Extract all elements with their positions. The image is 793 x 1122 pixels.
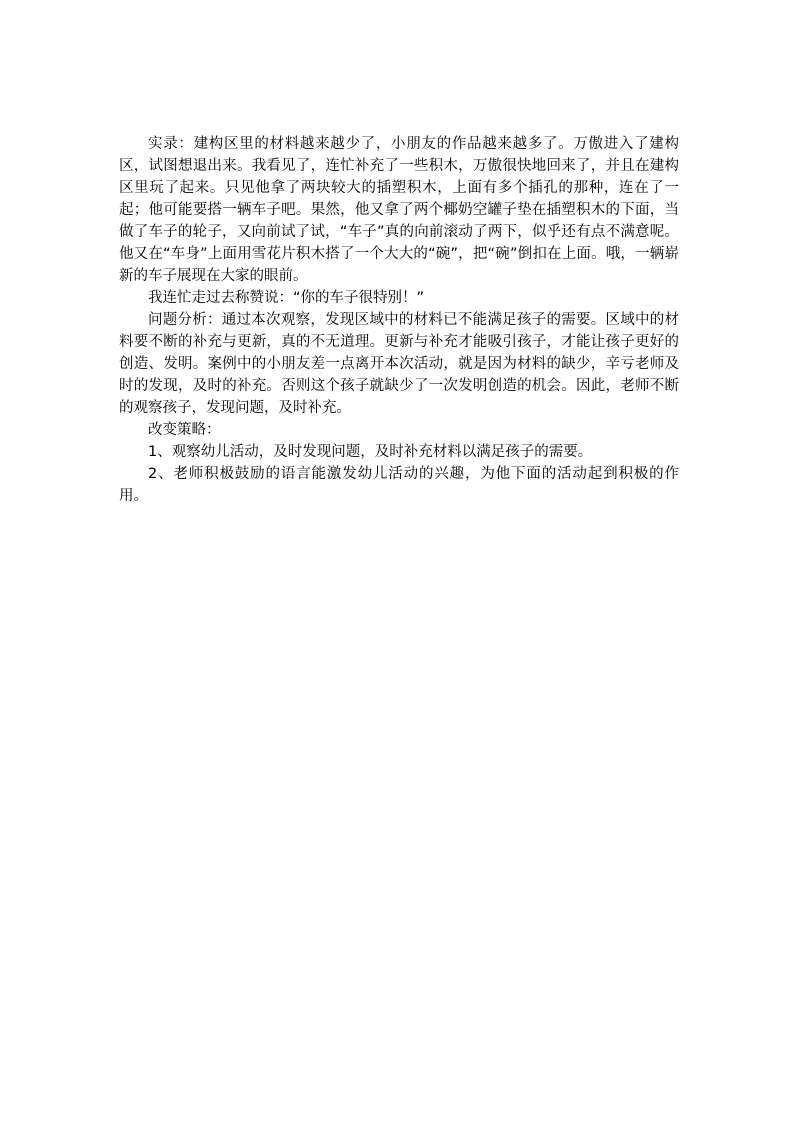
paragraph-strategy-1: 1、观察幼儿活动，及时发现问题，及时补充材料以满足孩子的需要。 [148, 444, 593, 460]
paragraph-record: 实录：建构区里的材料越来越少了，小朋友的作品越来越多了。万傲进入了建构区，试图想退出来。我看见了，连忙补充了一些积木，万傲很快地回来了，并且在建构区里玩了起来。只见他拿了两块较大的插塑积木，上面有多个插孔的那种，连在了一起；他可能要搭一辆车子吧。果然，他又拿了两个椰奶空罐子垫在插塑积木的下面，当做了车子的轮子，又向前试了试，“车子”真的向前滚动了两下，似乎还有点不满意呢。他又在“车身”上面用雪花片积木搭了一个大大的“碗”，把“碗”倒扣在上面。哦，一辆崭新的车子展现在大家的眼前。 [119, 136, 679, 284]
paragraph-strategy-heading: 改变策略： [148, 422, 221, 438]
document-body [119, 133, 679, 507]
paragraph-praise: 我连忙走过去称赞说：“你的车子很特别！” [148, 290, 425, 306]
paragraph-strategy-2: 2、老师积极鼓励的语言能激发幼儿活动的兴趣，为他下面的活动起到积极的作用。 [119, 466, 679, 504]
paragraph-analysis: 问题分析：通过本次观察，发现区域中的材料已不能满足孩子的需要。区域中的材料要不断的补充与更新，真的不无道理。更新与补充才能吸引孩子，才能让孩子更好的创造、发明。案例中的小朋友差一点离开本次活动，就是因为材料的缺少，辛亏老师及时的发现，及时的补充。否则这个孩子就缺少了一次发明创造的机会。因此，老师不断的观察孩子，发现问题，及时补充。 [119, 312, 679, 416]
